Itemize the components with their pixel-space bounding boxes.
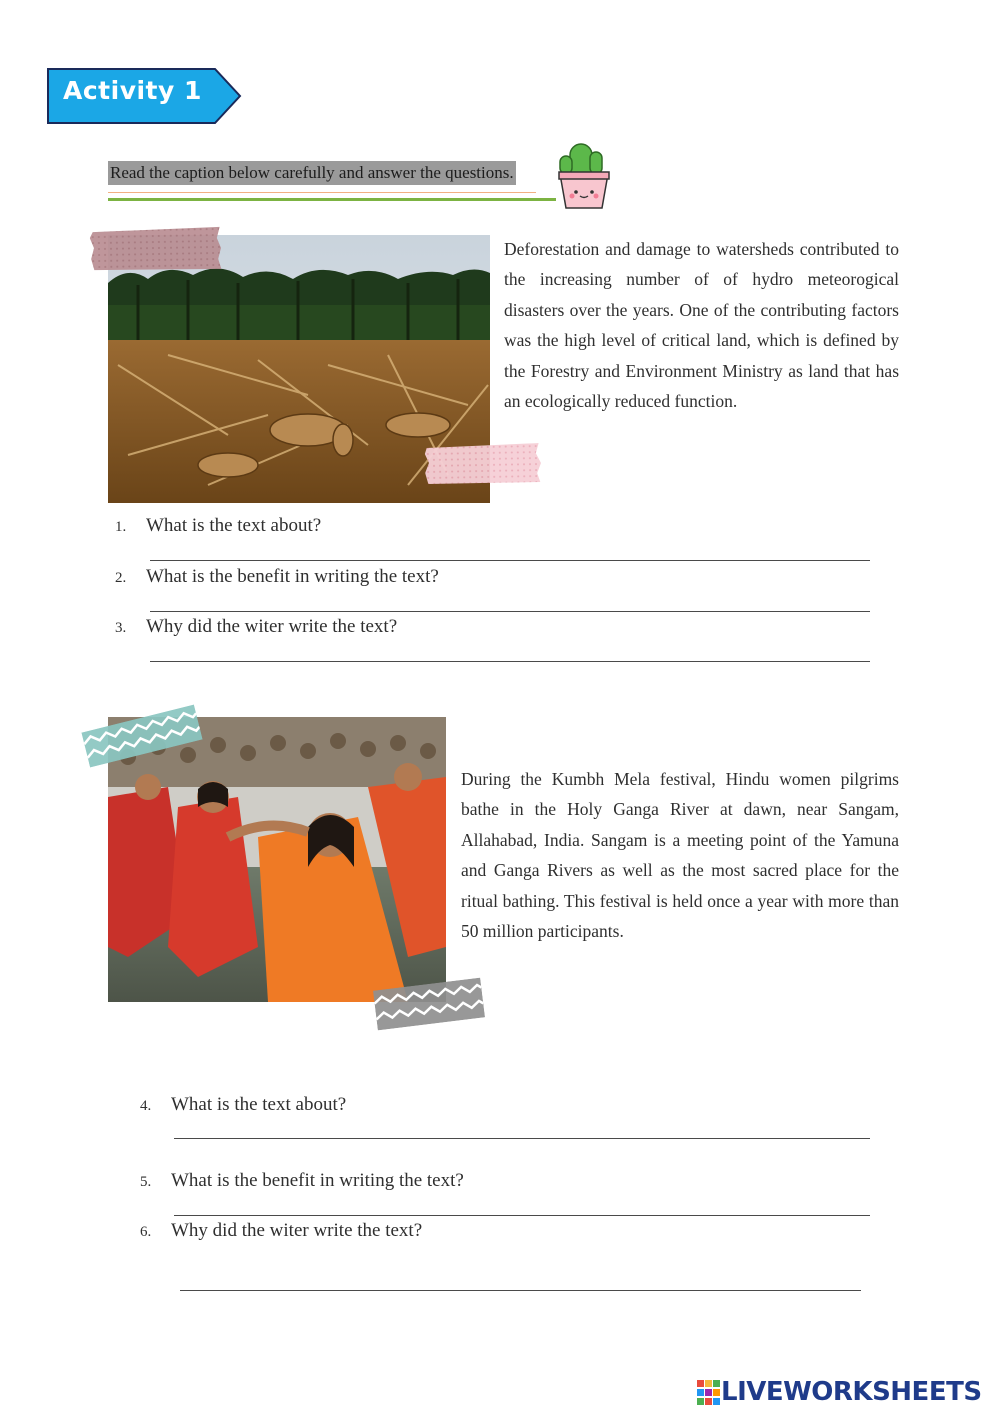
question-item — [140, 1220, 422, 1242]
liveworksheets-logo-icon — [697, 1380, 721, 1406]
question-text: What is the benefit in writing the text? — [146, 566, 439, 587]
answer-line[interactable] — [150, 560, 870, 561]
instruction-text: Read the caption below carefully and answer the questions. — [108, 161, 516, 185]
question-number: 5. — [140, 1174, 152, 1190]
caption-paragraph: During the Kumbh Mela festival, Hindu women pilgrims bathe in the Holy Ganga River at dawn, near Sangam, Allahabad, India. Sangam is a meeting point of the Yamuna and Ganga Rivers as well as the most sacred place for the ritual bathing. This festival is held once a year with more than 50 million participants. — [461, 769, 899, 942]
question-number: 3. — [115, 620, 127, 636]
question-text: Why did the witer write the text? — [146, 616, 398, 637]
answer-line[interactable] — [150, 611, 870, 612]
caption-paragraph: Deforestation and damage to watersheds contributed to the increasing number of of hydro meteorogical disasters over the years. One of the contributing factors was the high level of critical land, which is defined by the Forestry and Environment Ministry as land that has an ecologically reduced function. — [504, 239, 899, 412]
answer-line[interactable] — [180, 1290, 861, 1291]
question-number: 2. — [115, 570, 127, 586]
question-item — [115, 566, 439, 588]
divider-line — [108, 198, 556, 201]
cactus-pot-icon — [556, 140, 612, 212]
answer-line[interactable] — [150, 661, 870, 662]
liveworksheets-logo — [697, 1377, 995, 1409]
question-number: 1. — [115, 519, 127, 535]
answer-line[interactable] — [174, 1215, 870, 1216]
question-item — [115, 515, 321, 537]
washi-tape-decoration — [425, 443, 543, 485]
divider-line — [108, 192, 536, 193]
logo-text: LIVEWORKSHEETS — [721, 1377, 982, 1407]
question-number: 4. — [140, 1098, 152, 1114]
answer-line[interactable] — [174, 1138, 870, 1139]
question-text: What is the benefit in writing the text? — [171, 1170, 464, 1191]
activity-banner — [47, 68, 242, 124]
question-item — [115, 616, 397, 638]
question-number: 6. — [140, 1224, 152, 1240]
question-text: Why did the witer write the text? — [171, 1220, 423, 1241]
washi-tape-decoration — [90, 226, 224, 272]
question-text: What is the text about? — [171, 1094, 347, 1115]
kumbh-mela-photo — [108, 717, 446, 1002]
activity-title: Activity 1 — [63, 76, 202, 105]
question-item — [140, 1170, 464, 1192]
question-text: What is the text about? — [146, 515, 322, 536]
question-item — [140, 1094, 346, 1116]
